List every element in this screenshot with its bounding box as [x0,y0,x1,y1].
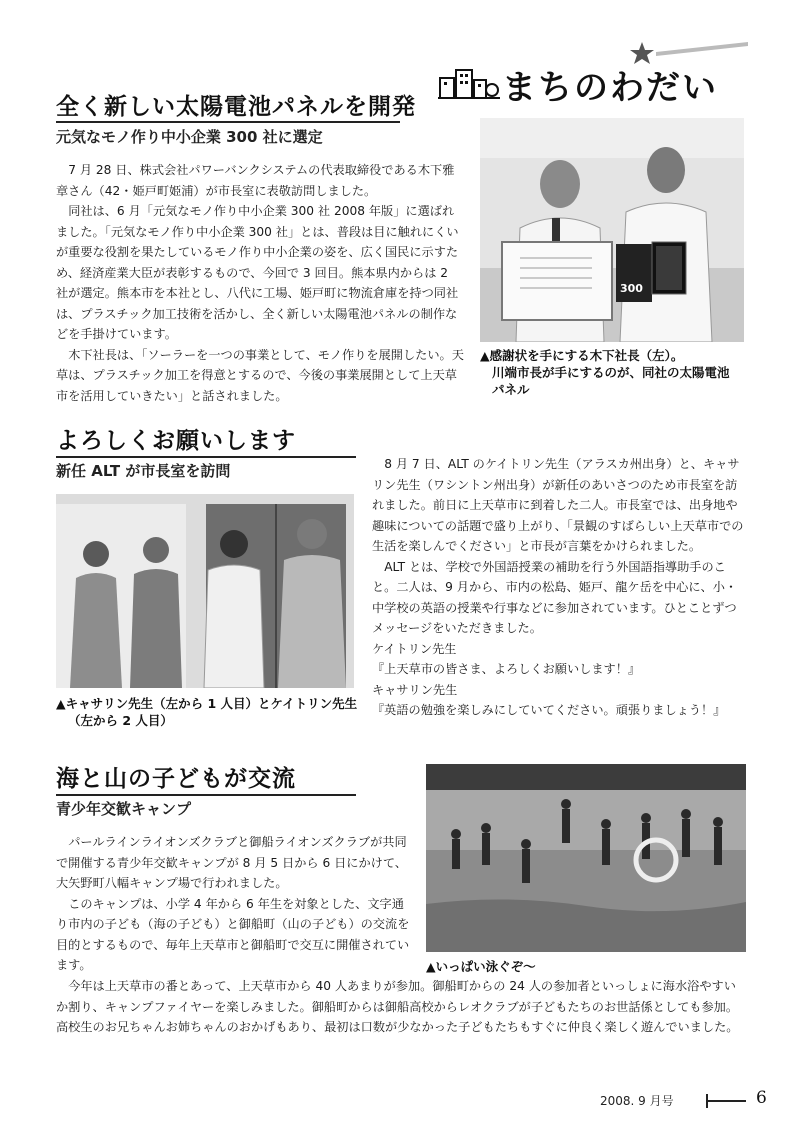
article1-paragraph: 7 月 28 日、株式会社パワーバンクシステムの代表取締役である木下雅章さん（42・姫戸町姫浦）が市長室に表敬訪問しました。 [56,163,455,198]
article2-body [372,454,748,721]
article2-paragraph: ALT とは、学校で外国語授業の補助を行う外国語指導助手のこと。二人は、9 月から、市内の松島、姫戸、龍ケ岳を中心に、小・中学校の英語の授業や行事などに参加されています。ひとことずつメッセージをいただきました。 [372,559,738,635]
ceremony-photo-illustration [480,118,744,342]
section-header [430,40,760,110]
article3-caption: ▲いっぱい泳ぐぞ〜 [426,959,536,974]
article3-headline: 海と山の子どもが交流 [56,766,296,792]
article2-subhead: 新任 ALT が市長室を訪問 [56,462,231,480]
message-author: キャサリン先生 [372,682,458,697]
footer-divider-cap [706,1094,708,1108]
article2-rule [56,456,356,458]
article1-subhead: 元気なモノ作り中小企業 300 社に選定 [56,128,323,146]
footer [600,1090,770,1110]
plaque-label: 300 [620,282,643,295]
caption-line: パネル [492,382,530,397]
article3-body-bottom [56,976,748,1038]
message-author: ケイトリン先生 [372,641,457,656]
article3-body-top [56,832,414,976]
article2-photo [56,494,354,688]
section-title: まちのわだい [502,68,718,108]
alt-teachers-photo-illustration [56,494,354,688]
article3-subhead: 青少年交歓キャンプ [56,800,192,818]
caption-line: 川端市長が手にするのが、同社の太陽電池 [492,365,730,380]
message-text: 『英語の勉強を楽しみにしていてください。頑張りましょう！』 [372,703,726,717]
beach-photo-illustration [426,764,746,952]
article3-paragraph: このキャンプは、小学 4 年から 6 年生を対象とした、文字通り市内の子ども（海の子ども）と御船町（山の子ども）の交流を目的とするもので、毎年上天草市と御船町で交互に開催されています。 [56,896,410,972]
article3-paragraph: パールラインライオンズクラブと御船ライオンズクラブが共同で開催する青少年交歓キャンプが 8 月 5 日から 6 日にかけて、大矢野町八幅キャンプ場で行われました。 [56,835,407,890]
article1-caption [480,347,750,398]
page-number: 6 [756,1088,767,1108]
article1-paragraph: 木下社長は、「ソーラーを一つの事業として、モノ作りを展開したい。天草は、プラスチック加工を得意とするので、今後の事業展開として上天草市を活用していきたい」と話されました。 [56,347,464,403]
caption-line: ▲感謝状を手にする木下社長（左）。 [480,348,684,363]
message-text: 『上天草市の皆さま、よろしくお願いします！』 [372,662,641,676]
article1-rule [56,121,400,123]
issue-label: 2008. 9 月号 [600,1094,674,1108]
caption-line: （左から 2 人目） [68,713,173,728]
footer-divider [706,1100,746,1102]
article2-headline: よろしくお願いします [56,428,296,454]
article3-rule [56,794,356,796]
town-buildings-icon [438,66,500,100]
article2-caption [56,695,366,729]
article1-body [56,160,464,406]
article1-headline: 全く新しい太陽電池パネルを開発 [56,94,416,120]
caption-line: ▲キャサリン先生（左から 1 人目）とケイトリン先生 [56,696,358,711]
article3-photo [426,764,746,952]
article1-paragraph: 同社は、6 月「元気なモノ作り中小企業 300 社 2008 年版」に選ばれました。「元気なモノ作り中小企業 300 社」とは、普段は目に触れにくいが重要な役割を果たしているモノ作り中小企業の姿を、広く国民に示すため、経済産業大臣が表彰するもので、今回で 3 回目。熊本県内からは 2 社が選定。熊本市を本社とし、八代に工場、姫戸町に物流倉庫を持つ同社は、プラスチック加工技術を活かし、全く新しい太陽電池パネルの制作などを手掛けています。 [56,204,459,341]
article2-paragraph: 8 月 7 日、ALT のケイトリン先生（アラスカ州出身）と、キャサリン先生（ワシントン州出身）が新任のあいさつのため市長室を訪れました。前日に上天草市に到着した二人。市長室では、出身地や趣味についての話題で盛り上がり、「景観のすばらしい上天草市での生活を楽しんでください」と市長が言葉をかけられました。 [372,457,744,553]
article3-paragraph: 今年は上天草市の番とあって、上天草市から 40 人あまりが参加。御船町からの 24 人の参加者といっしょに海水浴やすいか割り、キャンプファイヤーを楽しみました。御船町からは御船高校からレオクラブが子どもたちのお世話係としても参加。高校生のお兄ちゃんお姉ちゃんのおかげもあり、最初は口数が少なかった子どもたちもすぐに仲良く楽しく遊んでいました。 [56,979,739,1034]
article1-photo [480,118,744,342]
